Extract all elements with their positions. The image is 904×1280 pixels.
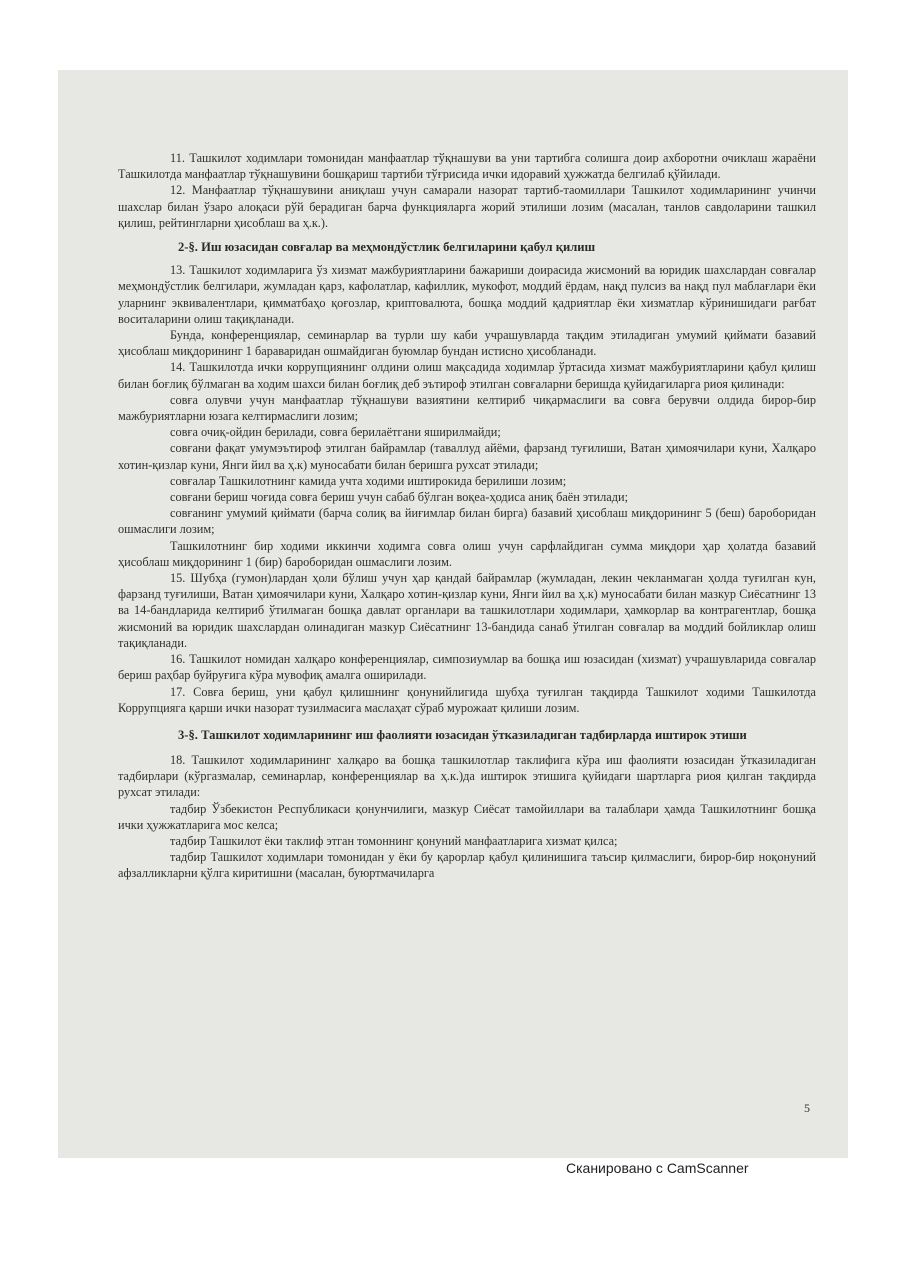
list-item: совғалар Ташкилотнинг камида учта ходими иштирокида берилиши лозим; <box>170 473 567 488</box>
paragraph-13: 13. Ташкилот ходимларига ўз хизмат мажбуриятларини бажариши доирасида жисмоний ва юридик шахслардан совғалар меҳмондўстлик белгилари, жумладан қарз, кафолатлар, кафиллик, мукофот, моддий ёрдам, нақд пулсиз ва нақд пул маблағлари ёки уларнинг эквивалентлари, қимматбаҳо қоғозлар, криптовалюта, бошқа моддий қадриятлар ёки хизматлар кўринишидаги рағбат воситаларини олиш тақиқланади. <box>118 263 816 326</box>
paragraph-17: 17. Совға бериш, уни қабул қилишнинг қонунийлигида шубҳа туғилган тақдирда Ташкилот ходими Ташкилотда Коррупцияга қарши ички назорат тузилмасига маслаҳат сўраб мурожаат қилиши лозим. <box>118 684 816 715</box>
paragraph-18: 18. Ташкилот ходимларининг халқаро ва бошқа ташкилотлар таклифига кўра иш фаолияти юзасидан ўтказиладиган тадбирлари (кўргазмалар, семинарлар, конференциялар ва ҳ.к.)да иштирок этишига қуйидаги шартларга риоя қилган тақдирда рухсат этилади: <box>118 752 816 800</box>
list-item: тадбир Ташкилот ходимлари томонидан у ёки бу қарорлар қабул қилинишига таъсир қилмаслиги, бирор-бир ноқонуний афзалликларни қўлга киритишни (масалан, буюртмачиларга <box>118 850 816 881</box>
scanned-page <box>58 70 848 1158</box>
list-item: Ташкилотнинг бир ходими иккинчи ходимга совға олиш учун сарфлайдиган сумма миқдори ҳар ҳолатда базавий ҳисоблаш миқдорининг 1 (бир) бароборидан ошмаслиги лозим. <box>118 538 816 569</box>
section-heading-2: 2-§. Иш юзасидан совғалар ва меҳмондўстлик белгиларини қабул қилиш <box>178 240 596 255</box>
paragraph-13-note: Бунда, конференциялар, семинарлар ва турли шу каби учрашувларда тақдим этиладиган умумий қиймати базавий ҳисоблаш миқдорининг 1 бараваридан ошмайдиган буюмлар бундан истисно ҳисобланади. <box>118 328 816 359</box>
scanner-watermark: Сканировано с CamScanner <box>566 1160 749 1176</box>
paragraph-12: 12. Манфаатлар тўқнашувини аниқлаш учун самарали назорат тартиб-таомиллари Ташкилот ходимларининг учинчи шахслар билан ўзаро алоқаси рўй берадиган барча функцияларга жорий этилиши лозим (масалан, танлов савдоларини ташкил қилиш, рейтингларни ҳисоблаш ва ҳ.к.). <box>118 183 816 230</box>
document-body <box>118 150 816 882</box>
list-item: тадбир Ташкилот ёки таклиф этган томоннинг қонуний манфаатларига хизмат қилса; <box>170 833 618 848</box>
paragraph-15: 15. Шубҳа (гумон)лардан ҳоли бўлиш учун ҳар қандай байрамлар (жумладан, лекин чекланмаган ҳолда туғилган кун, фарзанд туғилиши, Ватан ҳимоячилари куни, Халқаро хотин-қизлар куни, Янги йил ва ҳ.к) муносабати билан мазкур Сиёсатнинг 13 ва 14-бандларида келтириб ўтилмаган бошқа давлат органлари ва ташкилотлари ходимлари, ҳамкорлар ва контрагентлар, бошқа жисмоний ва юридик шахслардан олинадиган мазкур Сиёсатнинг 13-бандида санаб ўтилган совғалар ва моддий бойликлар олиш тақиқланади. <box>118 571 816 650</box>
list-item: совғани фақат умумэътироф этилган байрамлар (таваллуд айёми, фарзанд туғилиши, Ватан ҳимоячилари куни, Халқаро хотин-қизлар куни, Янги йил ва ҳ.к) муносабати билан беришга рухсат этилади; <box>118 441 816 472</box>
list-item: тадбир Ўзбекистон Республикаси қонунчилиги, мазкур Сиёсат тамойиллари ва талаблари ҳамда Ташкилотнинг бошқа ички ҳужжатларига мос келса; <box>118 801 816 832</box>
list-item: совғани бериш чоғида совға бериш учун сабаб бўлган воқеа-ҳодиса аниқ баён этилади; <box>170 490 628 505</box>
section-heading-3: 3-§. Ташкилот ходимларининг иш фаолияти юзасидан ўтказиладиган тадбирларда иштирок этиши <box>178 727 747 742</box>
paragraph-16: 16. Ташкилот номидан халқаро конференциялар, симпозиумлар ва бошқа иш юзасидан (хизмат) учрашувларида совғалар бериш раҳбар буйруғига кўра мувофиқ амалга оширилади. <box>118 652 816 683</box>
list-item: совға очиқ-ойдин берилади, совға берилаётгани яширилмайди; <box>170 425 501 440</box>
paragraph-14: 14. Ташкилотда ички коррупциянинг олдини олиш мақсадида ходимлар ўртасида хизмат мажбуриятларини қабул қилиш билан боғлиқ бўлмаган ва ходим шахси билан боғлиқ деб эътироф этилган совғаларни беришда қуйидагиларга риоя қилинади: <box>118 360 816 391</box>
page-number: 5 <box>804 1101 810 1115</box>
paragraph-11: 11. Ташкилот ходимлари томонидан манфаатлар тўқнашуви ва уни тартибга солишга доир ахборотни очиклаш жараёни Ташкилотда манфаатлар тўқнашувини бошқариш тартиби тўғрисида ички идоравий ҳужжатда белгилаб қўйилади. <box>118 151 816 182</box>
list-item: совға олувчи учун манфаатлар тўқнашуви вазиятини келтириб чиқармаслиги ва совға берувчи олдида бирор-бир мажбуриятларни юзага келтирмаслиги лозим; <box>118 392 816 424</box>
list-item: совғанинг умумий қиймати (барча солиқ ва йиғимлар билан бирга) базавий ҳисоблаш миқдорининг 5 (беш) бароборидан ошмаслиги лозим; <box>118 506 816 537</box>
